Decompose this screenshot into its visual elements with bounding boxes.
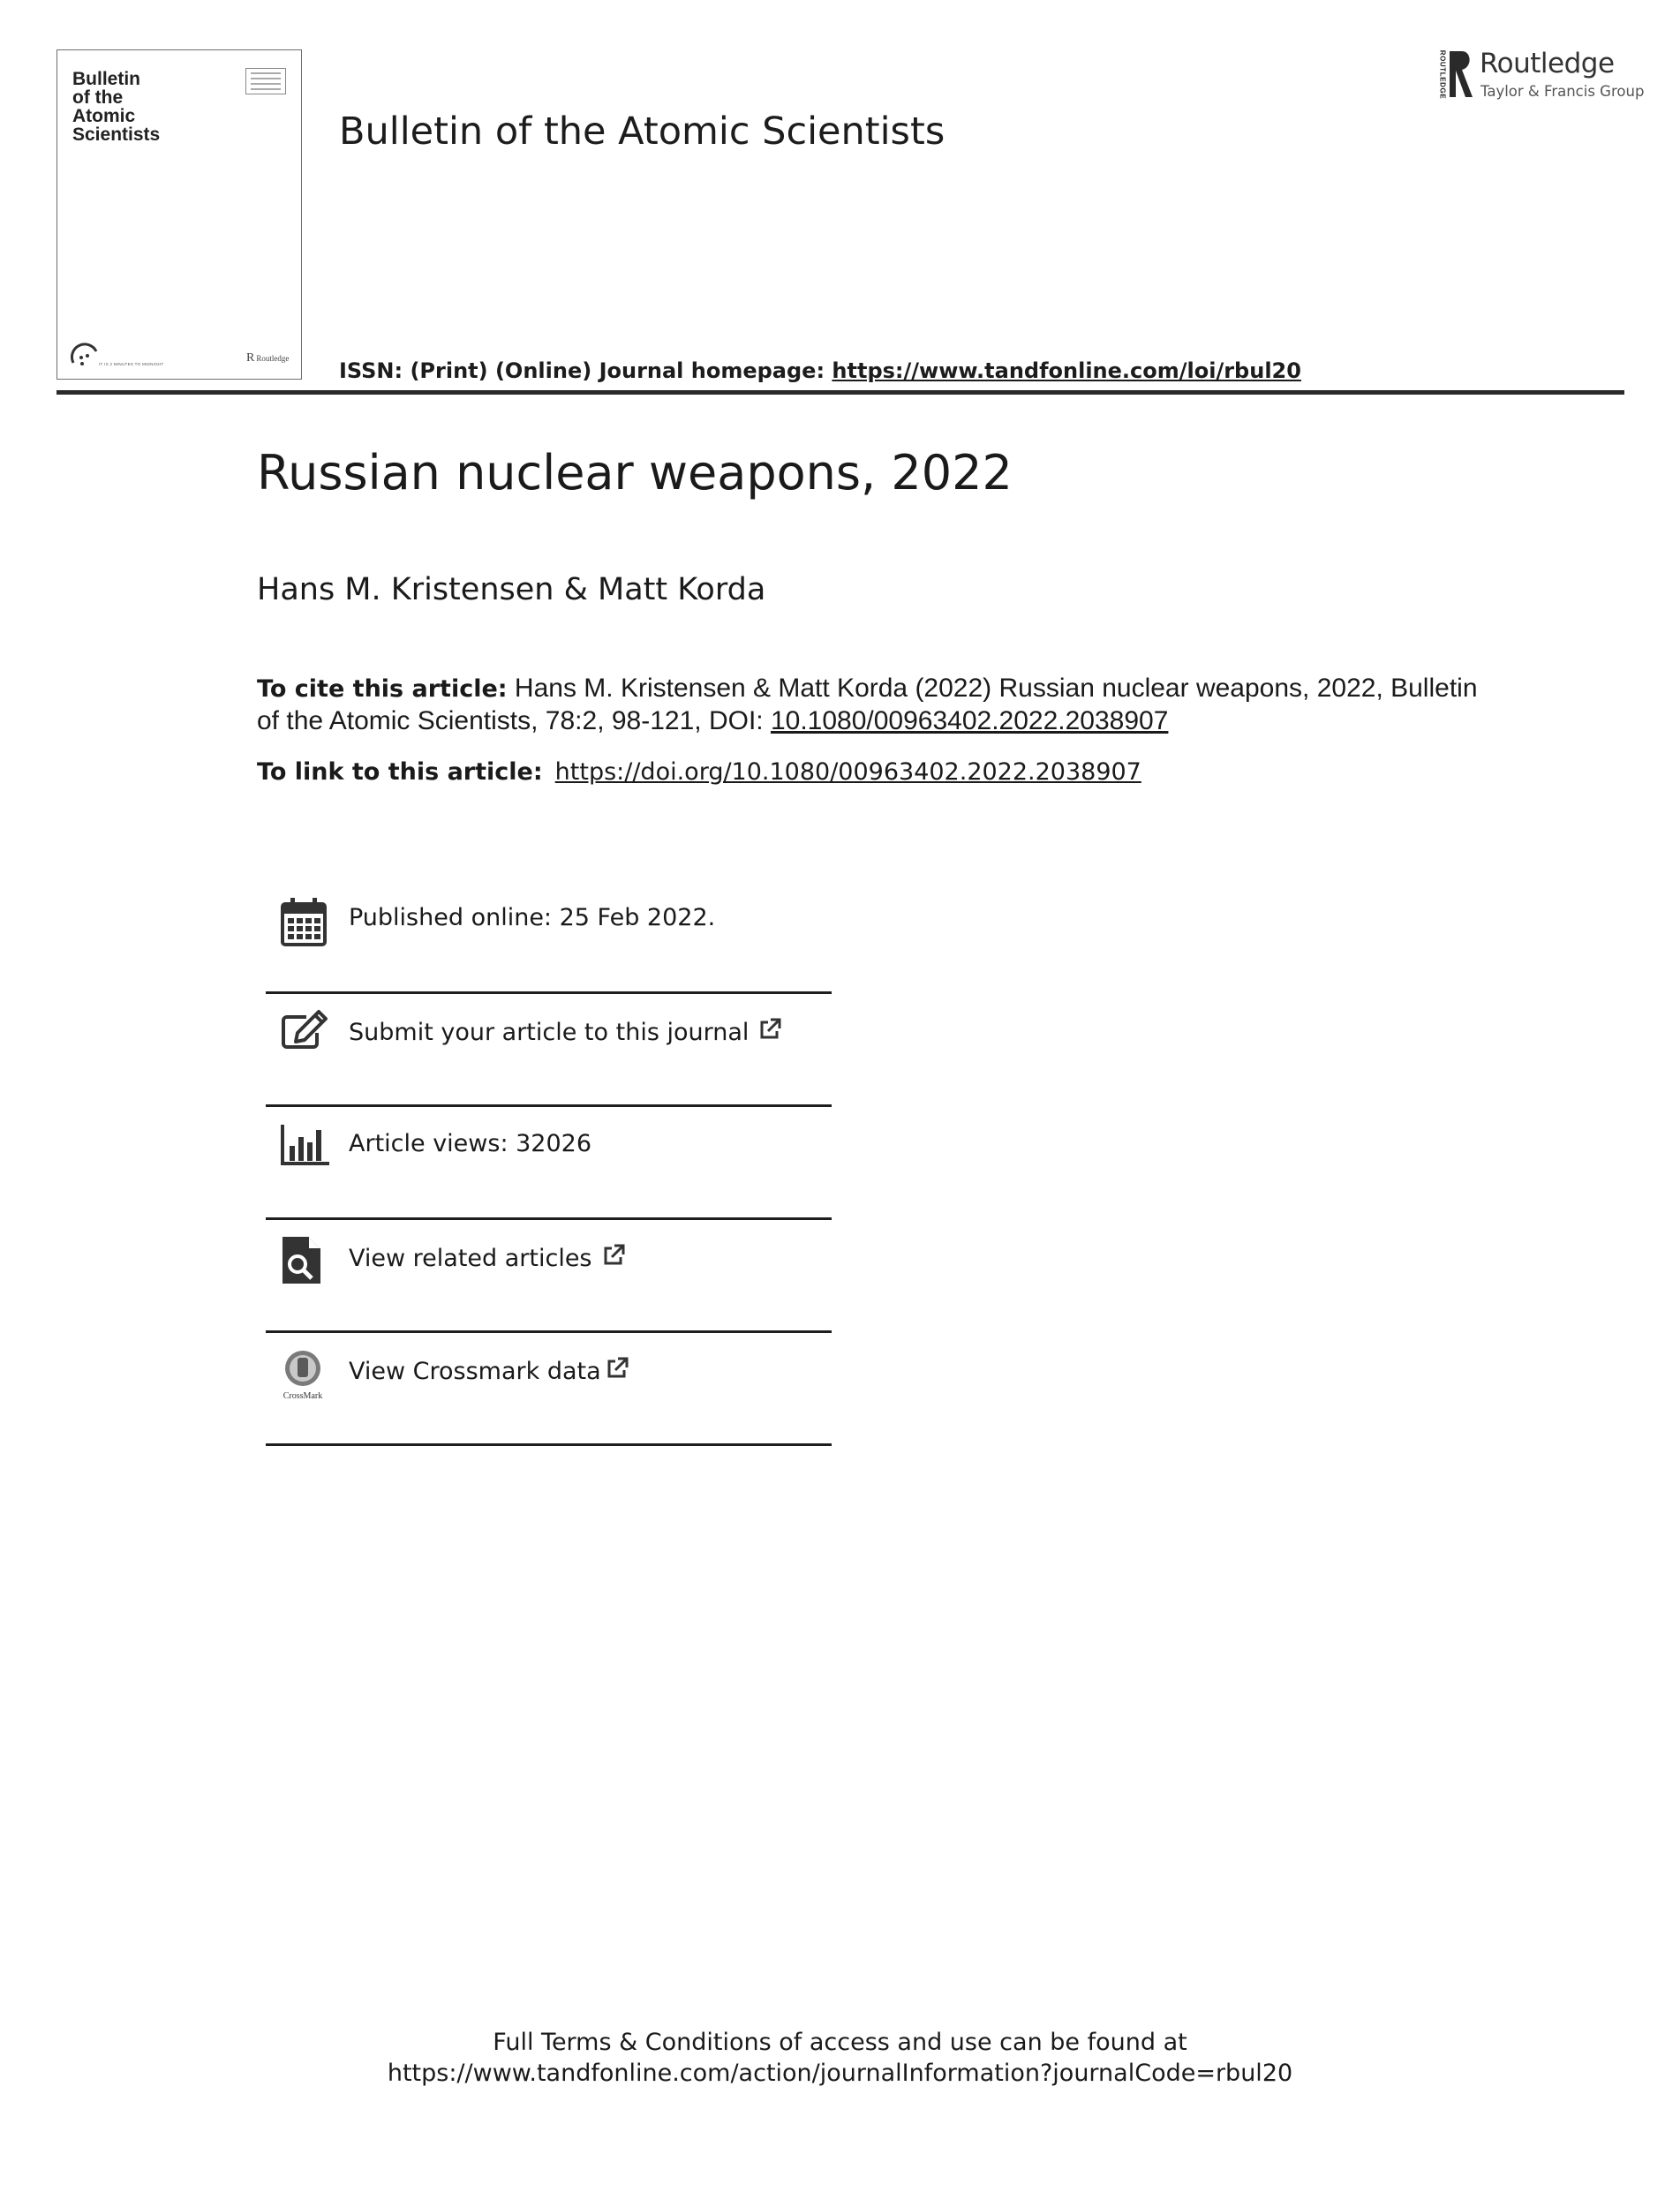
external-link-icon: [605, 1356, 629, 1381]
related-articles-row[interactable]: [266, 1220, 832, 1333]
cite-text: Hans M. Kristensen & Matt Korda (2022) Russian nuclear weapons, 2022, Bulletin of the Atomic Scientists, 78:2, 98-121, DOI:: [257, 674, 1478, 735]
article-title: Russian nuclear weapons, 2022: [257, 445, 1013, 501]
publisher-vertical-text: ROUTLEDGE: [1438, 49, 1447, 100]
article-link-line: [257, 758, 1141, 786]
bar-chart-icon: [280, 1121, 329, 1176]
journal-title: Bulletin of the Atomic Scientists: [339, 109, 945, 154]
header-divider: [57, 390, 1624, 395]
terms-footer: [0, 2027, 1680, 2089]
article-doi-link[interactable]: https://doi.org/10.1080/00963402.2022.2038907: [554, 758, 1141, 786]
cover-issue-box: [245, 68, 286, 94]
article-info-list: [266, 881, 832, 1446]
link-label: To link to this article:: [257, 758, 543, 786]
calendar-icon: [280, 895, 329, 950]
publisher-group: Taylor & Francis Group: [1480, 83, 1645, 100]
routledge-r-icon: [1448, 49, 1474, 99]
doomsday-clock-icon: [70, 336, 100, 366]
crossmark-logo-text: CrossMark: [283, 1391, 323, 1401]
publisher-name: Routledge: [1480, 48, 1615, 79]
journal-homepage-link[interactable]: https://www.tandfonline.com/loi/rbul20: [832, 358, 1301, 383]
crossmark-row[interactable]: [266, 1333, 832, 1446]
document-search-icon: [280, 1234, 329, 1289]
external-link-icon: [601, 1243, 626, 1268]
published-online-row: [266, 881, 832, 994]
issn-label: ISSN: (Print) (Online) Journal homepage:: [339, 358, 832, 383]
footer-terms-link[interactable]: https://www.tandfonline.com/action/journalInformation?journalCode=rbul20: [387, 2060, 1293, 2087]
footer-line-1: Full Terms & Conditions of access and use can be found at: [493, 2029, 1187, 2056]
submit-article-link[interactable]: Submit your article to this journal: [349, 1017, 782, 1046]
issn-line: [339, 358, 1301, 383]
published-online-text: Published online: 25 Feb 2022.: [349, 904, 716, 931]
related-articles-link[interactable]: View related articles: [349, 1243, 626, 1272]
article-views-text: Article views: 32026: [349, 1130, 592, 1157]
external-link-icon: [757, 1017, 782, 1042]
cover-tagline: IT IS 2 MINUTES TO MIDNIGHT: [99, 362, 164, 366]
journal-cover-thumbnail: [57, 49, 302, 380]
cite-doi-link[interactable]: 10.1080/00963402.2022.2038907: [770, 706, 1169, 735]
cover-publisher-mark: R Routledge: [246, 351, 290, 365]
routledge-logo: [1432, 46, 1644, 108]
crossmark-icon: [280, 1347, 329, 1402]
cover-title: Bulletin of the Atomic Scientists: [72, 69, 161, 145]
article-views-row: [266, 1107, 832, 1220]
submit-article-row[interactable]: [266, 994, 832, 1107]
edit-icon: [280, 1008, 329, 1063]
cite-label: To cite this article:: [257, 675, 508, 703]
article-authors: Hans M. Kristensen & Matt Korda: [257, 572, 766, 607]
citation-block: [257, 673, 1493, 737]
crossmark-link[interactable]: View Crossmark data: [349, 1356, 629, 1385]
